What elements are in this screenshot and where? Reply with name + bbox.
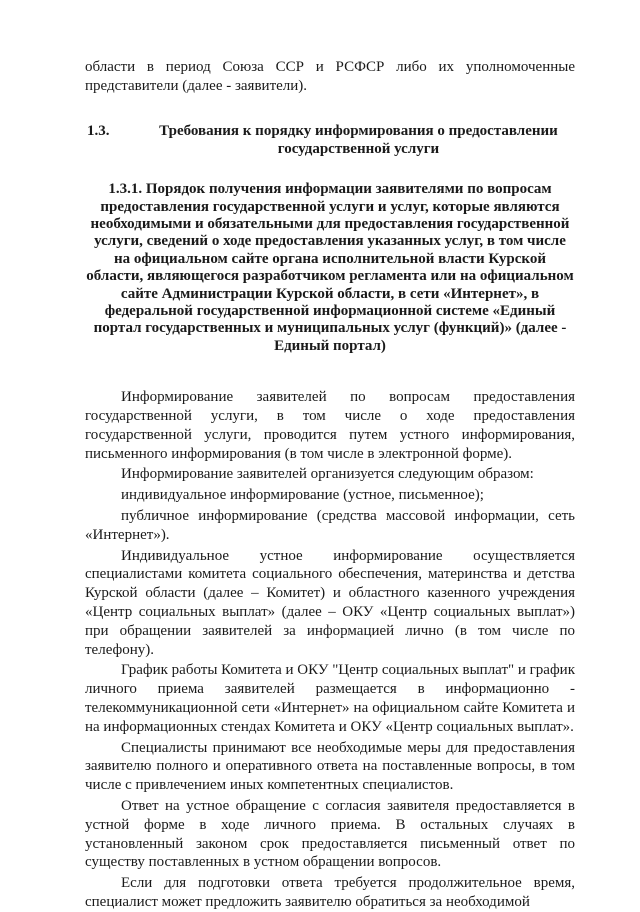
body-text xyxy=(85,388,575,912)
paragraph: индивидуальное информирование (устное, письменное); xyxy=(121,487,484,504)
paragraph: Информирование заявителей по вопросам предоставления государственной услуги, в том числе о ходе предоставления государственной услуги, проводится путем устного информирования, письменного информирования (в том числе в электронной форме). xyxy=(85,389,575,462)
paragraph: публичное информирование (средства массовой информации, сеть «Интернет»). xyxy=(85,508,575,543)
paragraph: Специалисты принимают все необходимые меры для предоставления заявителю полного и оперативного ответа на поставленные вопросы, в том числе с привлечением иных компетентных специалистов. xyxy=(85,739,575,794)
paragraph: График работы Комитета и ОКУ "Центр социальных выплат" и график личного приема заявителей размещается в информационно - телекоммуникационной сети «Интернет» на официальном сайте Комитета и на информационных стендах Комитета и ОКУ «Центр социальных выплат». xyxy=(85,662,575,735)
intro-paragraph: области в период Союза ССР и РСФСР либо их уполномоченные представители (далее - заявители). xyxy=(85,59,575,94)
subsection-title: 1.3.1. Порядок получения информации заявителями по вопросам предоставления государственной услуги и услуг, которые являются необходимыми и обязательными для предоставления государственной услуги, сведений о ходе предоставления указанных услуг, в том числе на официальном сайте органа исполнительной власти Курской области, являющегося разработчиком регламента или на официальном сайте Администрации Курской области, в сети «Интернет», в федеральной государственной информационной системе «Единый портал государственных и муниципальных услуг (функций)» (далее - Единый портал) xyxy=(86,181,574,354)
document-page xyxy=(85,58,575,912)
section-title: Требования к порядку информирования о предоставлении государственной услуги xyxy=(159,122,558,158)
paragraph: Индивидуальное устное информирование осуществляется специалистами комитета социального обеспечения, материнства и детства Курской области (далее – Комитет) и областного казенного учреждения «Центр социальных выплат» (далее – ОКУ «Центр социальных выплат») при обращении заявителей за информацией лично (в том числе по телефону). xyxy=(85,547,575,658)
paragraph: Информирование заявителей организуется следующим образом: xyxy=(121,466,534,483)
paragraph: Ответ на устное обращение с согласия заявителя предоставляется в устной форме в ходе личного приема. В остальных случаях в установленный законом срок предоставляется письменный ответ по существу поставленных в устном обращении вопросов. xyxy=(85,797,575,871)
section-number: 1.3. xyxy=(87,122,110,139)
paragraph: Если для подготовки ответа требуется продолжительное время, специалист может предложить заявителю обратиться за необходимой xyxy=(85,875,575,910)
section-heading xyxy=(85,122,575,160)
